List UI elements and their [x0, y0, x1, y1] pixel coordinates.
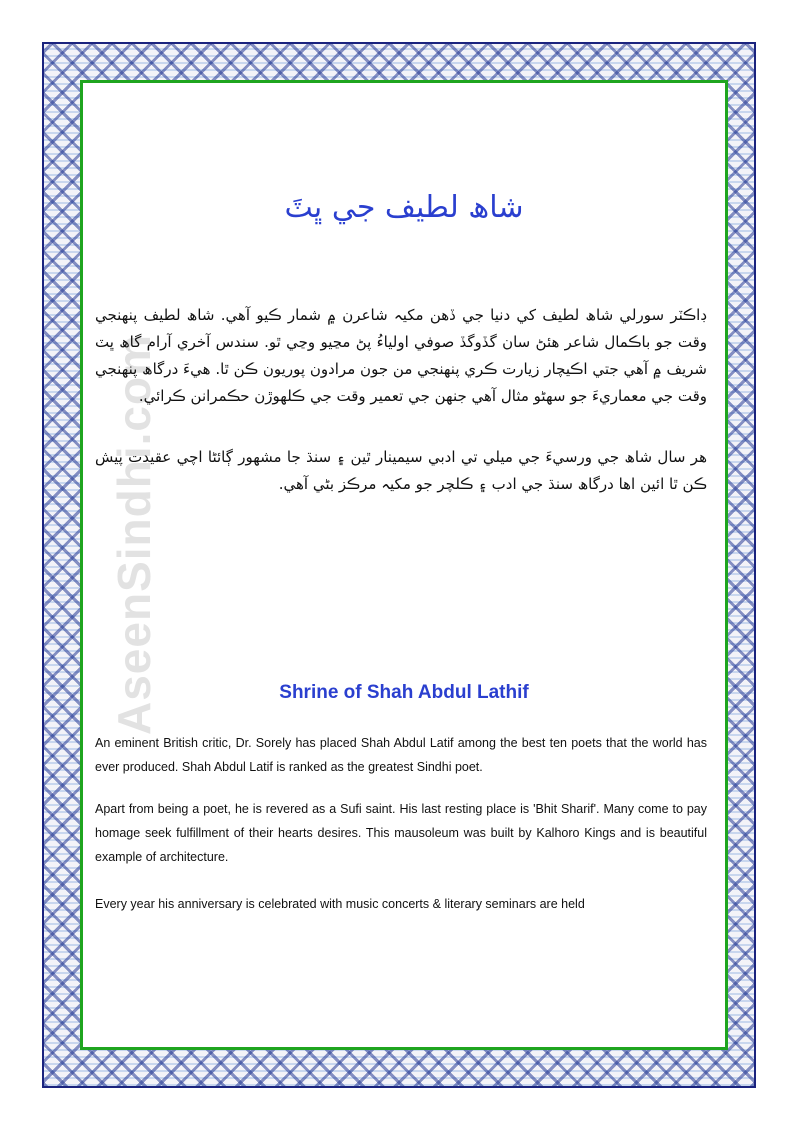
- watermark-text: AseenSindhi.com: [108, 334, 160, 735]
- sindhi-title: شاھ لطيف جي ڀٽَ: [284, 190, 524, 225]
- sindhi-paragraph-1: ڊاڪٽر سورلي شاھ لطيف کي دنيا جي ڏهن مکيہ شاعرن ۾ شمار ڪيو آهي. شاھ لطيف پنهنجي وقت جو باڪمال شاعر هئڻ سان گڏوگڏ صوفي اولياءُ پڻ مڃيو وڃي ٿو. سندس آخري آرام گاھ ڀٽ شريف ۾ آهي جتي اڪيچار زيارت ڪري پنهنجي من جون مرادون پوريون ڪن ٿا. هيءَ درگاھ پنهنجي وقت جي معماريءَ جو سهڻو مثال آهي جنهن جي تعمير وقت جي ڪلهوڙن حڪمرانن ڪرائي.: [95, 306, 707, 405]
- english-paragraph-1: An eminent British critic, Dr. Sorely has placed Shah Abdul Latif among the best ten poets that the world has ever produced. Shah Abdul Latif is ranked as the greatest Sindhi poet.: [95, 736, 707, 774]
- english-paragraph-2: Apart from being a poet, he is revered as a Sufi saint. His last resting place is 'Bhit Sharif'. Many come to pay homage seek fulfillment of their hearts desires. This mausoleum was built by Kalhoro Kings and is beautiful example of architecture.: [95, 802, 707, 864]
- english-title: Shrine of Shah Abdul Lathif: [279, 682, 529, 703]
- english-paragraph-3: Every year his anniversary is celebrated with music concerts & literary seminars are held: [95, 897, 585, 911]
- sindhi-paragraph-2: هر سال شاھ جي ورسيءَ جي ميلي تي ادبي سيمينار ٿين ۽ سنڌ جا مشهور ڳائڻا اچي عقيدت پيش ڪن ٿا ائين اها درگاھ سنڌ جي ادب ۽ ڪلچر جو مکيہ مرڪز بڻي آهي.: [95, 448, 707, 493]
